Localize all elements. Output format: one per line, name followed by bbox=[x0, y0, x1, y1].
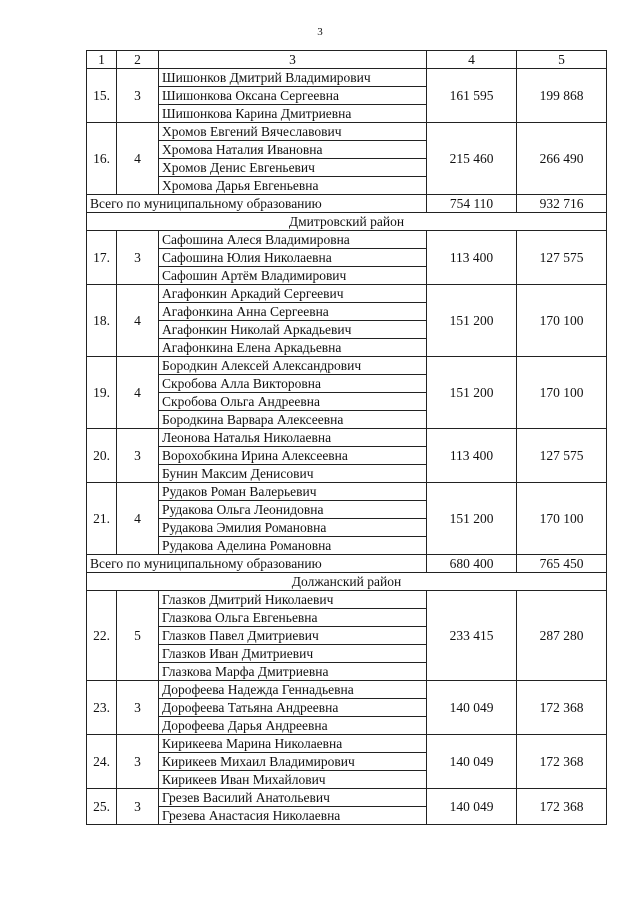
family-number: 21. bbox=[87, 483, 117, 555]
amount-col5: 199 868 bbox=[517, 69, 607, 123]
family-member-row bbox=[87, 429, 607, 447]
family-size: 5 bbox=[117, 591, 159, 681]
total-label: Всего по муниципальному образованию bbox=[87, 195, 427, 213]
column-header-2: 2 bbox=[117, 51, 159, 69]
column-header-5: 5 bbox=[517, 51, 607, 69]
amount-col5: 172 368 bbox=[517, 789, 607, 825]
amount-col5: 170 100 bbox=[517, 285, 607, 357]
amount-col4: 113 400 bbox=[427, 231, 517, 285]
member-name: Хромов Евгений Вячеславович bbox=[159, 123, 427, 141]
member-name: Шишонкова Карина Дмитриевна bbox=[159, 105, 427, 123]
amount-col4: 161 595 bbox=[427, 69, 517, 123]
amount-col5: 266 490 bbox=[517, 123, 607, 195]
municipal-total-row bbox=[87, 555, 607, 573]
family-member-row bbox=[87, 285, 607, 303]
column-header-row bbox=[87, 51, 607, 69]
member-name: Глазкова Марфа Дмитриевна bbox=[159, 663, 427, 681]
member-name: Агафонкина Елена Аркадьевна bbox=[159, 339, 427, 357]
amount-col5: 287 280 bbox=[517, 591, 607, 681]
member-name: Ворохобкина Ирина Алексеевна bbox=[159, 447, 427, 465]
family-number: 15. bbox=[87, 69, 117, 123]
member-name: Хромова Наталия Ивановна bbox=[159, 141, 427, 159]
family-number: 24. bbox=[87, 735, 117, 789]
district-title: Дмитровский район bbox=[87, 213, 607, 231]
total-col4: 680 400 bbox=[427, 555, 517, 573]
family-size: 3 bbox=[117, 429, 159, 483]
member-name: Сафошин Артём Владимирович bbox=[159, 267, 427, 285]
amount-col4: 140 049 bbox=[427, 789, 517, 825]
family-member-row bbox=[87, 123, 607, 141]
member-name: Агафонкин Аркадий Сергеевич bbox=[159, 285, 427, 303]
family-number: 17. bbox=[87, 231, 117, 285]
member-name: Шишонков Дмитрий Владимирович bbox=[159, 69, 427, 87]
district-title: Должанский район bbox=[87, 573, 607, 591]
member-name: Агафонкин Николай Аркадьевич bbox=[159, 321, 427, 339]
member-name: Скробова Алла Викторовна bbox=[159, 375, 427, 393]
family-size: 4 bbox=[117, 357, 159, 429]
member-name: Сафошина Юлия Николаевна bbox=[159, 249, 427, 267]
member-name: Скробова Ольга Андреевна bbox=[159, 393, 427, 411]
column-header-4: 4 bbox=[427, 51, 517, 69]
member-name: Глазков Павел Дмитриевич bbox=[159, 627, 427, 645]
member-name: Глазков Дмитрий Николаевич bbox=[159, 591, 427, 609]
member-name: Кирикеев Михаил Владимирович bbox=[159, 753, 427, 771]
amount-col4: 113 400 bbox=[427, 429, 517, 483]
family-size: 3 bbox=[117, 69, 159, 123]
member-name: Грезева Анастасия Николаевна bbox=[159, 807, 427, 825]
member-name: Рудакова Эмилия Романовна bbox=[159, 519, 427, 537]
total-col4: 754 110 bbox=[427, 195, 517, 213]
family-number: 25. bbox=[87, 789, 117, 825]
member-name: Бородкина Варвара Алексеевна bbox=[159, 411, 427, 429]
amount-col5: 170 100 bbox=[517, 357, 607, 429]
column-header-3: 3 bbox=[159, 51, 427, 69]
family-number: 16. bbox=[87, 123, 117, 195]
family-member-row bbox=[87, 591, 607, 609]
member-name: Рудакова Ольга Леонидовна bbox=[159, 501, 427, 519]
member-name: Кирикеев Иван Михайлович bbox=[159, 771, 427, 789]
member-name: Дорофеева Дарья Андреевна bbox=[159, 717, 427, 735]
family-size: 3 bbox=[117, 681, 159, 735]
member-name: Глазкова Ольга Евгеньевна bbox=[159, 609, 427, 627]
amount-col5: 170 100 bbox=[517, 483, 607, 555]
amount-col4: 140 049 bbox=[427, 735, 517, 789]
amount-col5: 172 368 bbox=[517, 681, 607, 735]
family-number: 19. bbox=[87, 357, 117, 429]
family-number: 22. bbox=[87, 591, 117, 681]
total-label: Всего по муниципальному образованию bbox=[87, 555, 427, 573]
family-size: 4 bbox=[117, 285, 159, 357]
member-name: Шишонкова Оксана Сергеевна bbox=[159, 87, 427, 105]
family-payments-table bbox=[86, 50, 607, 825]
family-number: 23. bbox=[87, 681, 117, 735]
member-name: Сафошина Алеся Владимировна bbox=[159, 231, 427, 249]
amount-col4: 233 415 bbox=[427, 591, 517, 681]
family-size: 4 bbox=[117, 123, 159, 195]
family-member-row bbox=[87, 681, 607, 699]
member-name: Дорофеева Надежда Геннадьевна bbox=[159, 681, 427, 699]
member-name: Бородкин Алексей Александрович bbox=[159, 357, 427, 375]
amount-col4: 151 200 bbox=[427, 285, 517, 357]
column-header-1: 1 bbox=[87, 51, 117, 69]
member-name: Дорофеева Татьяна Андреевна bbox=[159, 699, 427, 717]
family-member-row bbox=[87, 357, 607, 375]
amount-col5: 172 368 bbox=[517, 735, 607, 789]
family-number: 20. bbox=[87, 429, 117, 483]
district-section-row bbox=[87, 573, 607, 591]
family-member-row bbox=[87, 69, 607, 87]
district-section-row bbox=[87, 213, 607, 231]
member-name: Рудакова Аделина Романовна bbox=[159, 537, 427, 555]
total-col5: 932 716 bbox=[517, 195, 607, 213]
family-member-row bbox=[87, 735, 607, 753]
family-member-row bbox=[87, 483, 607, 501]
family-member-row bbox=[87, 231, 607, 249]
member-name: Рудаков Роман Валерьевич bbox=[159, 483, 427, 501]
family-number: 18. bbox=[87, 285, 117, 357]
member-name: Леонова Наталья Николаевна bbox=[159, 429, 427, 447]
amount-col4: 151 200 bbox=[427, 483, 517, 555]
page-number: 3 bbox=[317, 26, 323, 38]
amount-col4: 151 200 bbox=[427, 357, 517, 429]
member-name: Хромов Денис Евгеньевич bbox=[159, 159, 427, 177]
member-name: Бунин Максим Денисович bbox=[159, 465, 427, 483]
family-size: 3 bbox=[117, 735, 159, 789]
family-size: 3 bbox=[117, 231, 159, 285]
amount-col5: 127 575 bbox=[517, 231, 607, 285]
amount-col5: 127 575 bbox=[517, 429, 607, 483]
municipal-total-row bbox=[87, 195, 607, 213]
family-size: 3 bbox=[117, 789, 159, 825]
amount-col4: 140 049 bbox=[427, 681, 517, 735]
member-name: Агафонкина Анна Сергеевна bbox=[159, 303, 427, 321]
table-body bbox=[87, 51, 607, 825]
amount-col4: 215 460 bbox=[427, 123, 517, 195]
member-name: Хромова Дарья Евгеньевна bbox=[159, 177, 427, 195]
member-name: Кирикеева Марина Николаевна bbox=[159, 735, 427, 753]
member-name: Грезев Василий Анатольевич bbox=[159, 789, 427, 807]
total-col5: 765 450 bbox=[517, 555, 607, 573]
member-name: Глазков Иван Дмитриевич bbox=[159, 645, 427, 663]
family-member-row bbox=[87, 789, 607, 807]
family-size: 4 bbox=[117, 483, 159, 555]
